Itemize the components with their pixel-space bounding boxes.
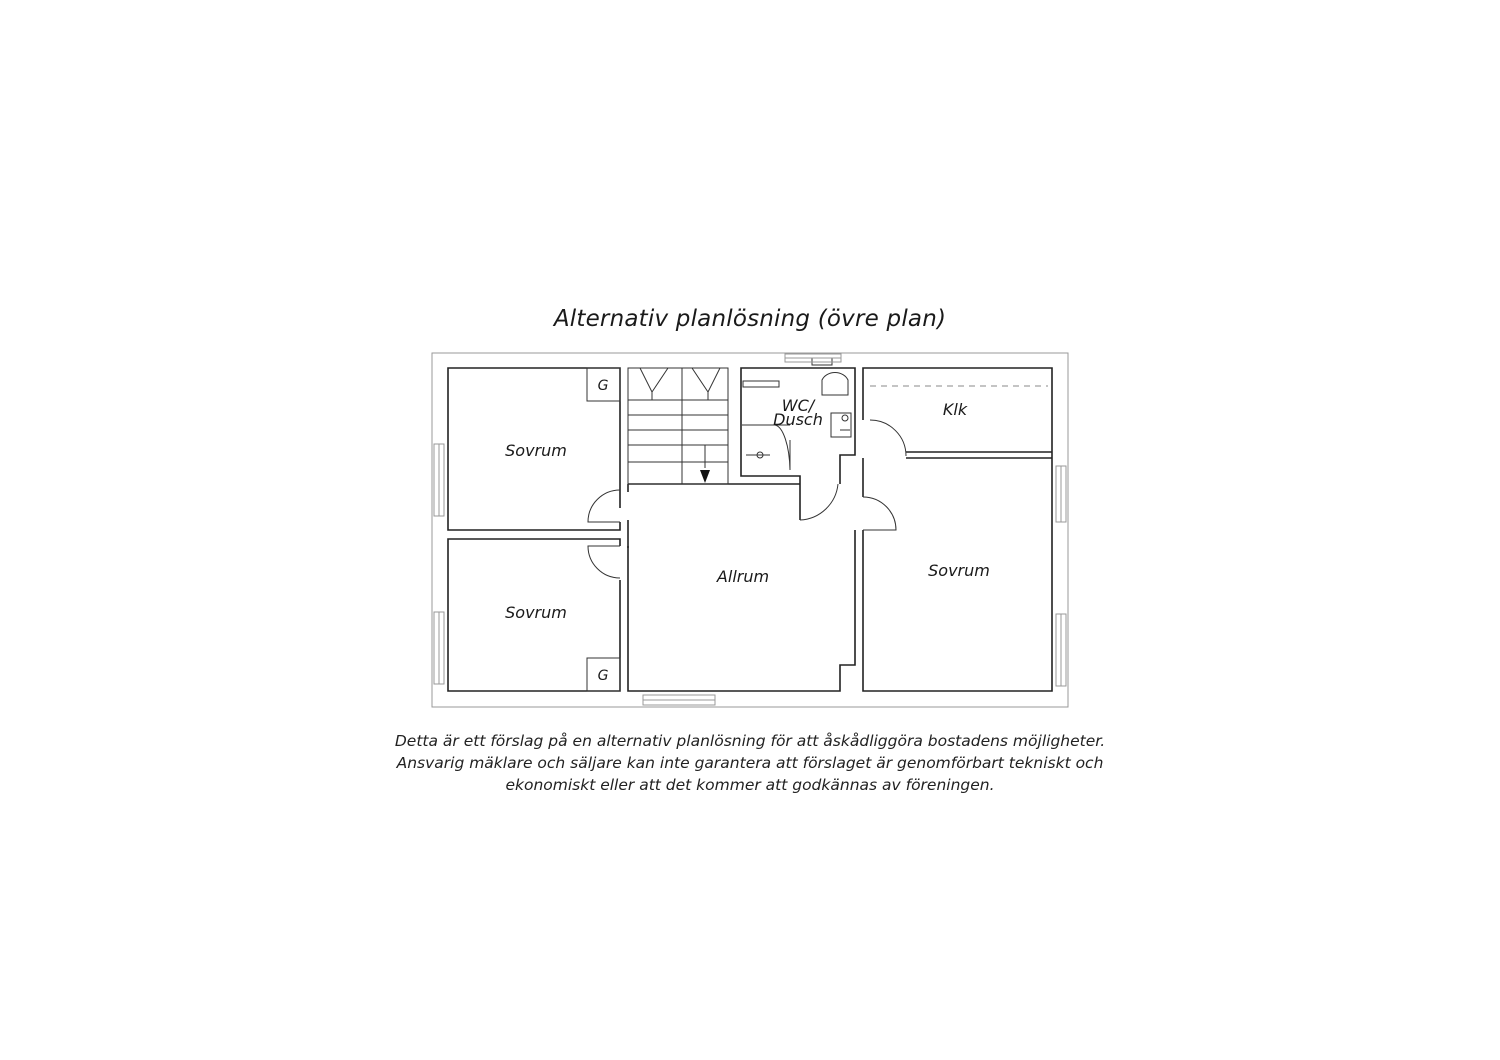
disclaimer-line-2: Ansvarig mäklare och säljare kan inte garantera att förslaget är genomförbart tekniskt och — [396, 754, 1104, 772]
disclaimer — [300, 730, 1200, 796]
window-bottom — [643, 695, 715, 705]
door-bathroom — [800, 484, 838, 520]
window-top — [785, 354, 841, 362]
closet-top-label: G — [597, 378, 609, 394]
window-left-top — [434, 444, 444, 516]
room-label-klk: Klk — [942, 400, 968, 419]
shower-curtain — [775, 425, 790, 470]
room-label-wc: WC/ — [781, 396, 815, 415]
door-bedroom-bottom-left — [588, 546, 620, 578]
disclaimer-line-1: Detta är ett förslag på en alternativ planlösning för att åskådliggöra bostadens möjligheter. — [394, 732, 1106, 750]
room-label-sovrum-right: Sovrum — [928, 561, 990, 580]
window-right-top — [1056, 466, 1066, 522]
window-left-bottom — [434, 612, 444, 684]
staircase — [628, 368, 728, 484]
door-klk — [870, 420, 906, 456]
room-label-sovrum-top-left: Sovrum — [505, 441, 567, 460]
closet-bottom-label: G — [597, 668, 609, 684]
stair-arrow-icon — [700, 470, 710, 483]
room-label-dusch: Dusch — [773, 410, 823, 429]
door-bedroom-right — [863, 497, 896, 530]
window-right-bottom — [1056, 614, 1066, 686]
bathroom-shelf — [743, 381, 779, 387]
door-bedroom-top-left — [588, 490, 620, 522]
room-label-sovrum-bottom-left: Sovrum — [505, 603, 567, 622]
room-label-allrum: Allrum — [716, 567, 770, 586]
toilet-icon — [822, 372, 848, 395]
plan-title: Alternativ planlösning (övre plan) — [553, 306, 947, 332]
disclaimer-line-3: ekonomiskt eller att det kommer att godkännas av föreningen. — [505, 776, 995, 794]
allrum-walls — [628, 520, 855, 691]
bathroom — [741, 358, 855, 520]
